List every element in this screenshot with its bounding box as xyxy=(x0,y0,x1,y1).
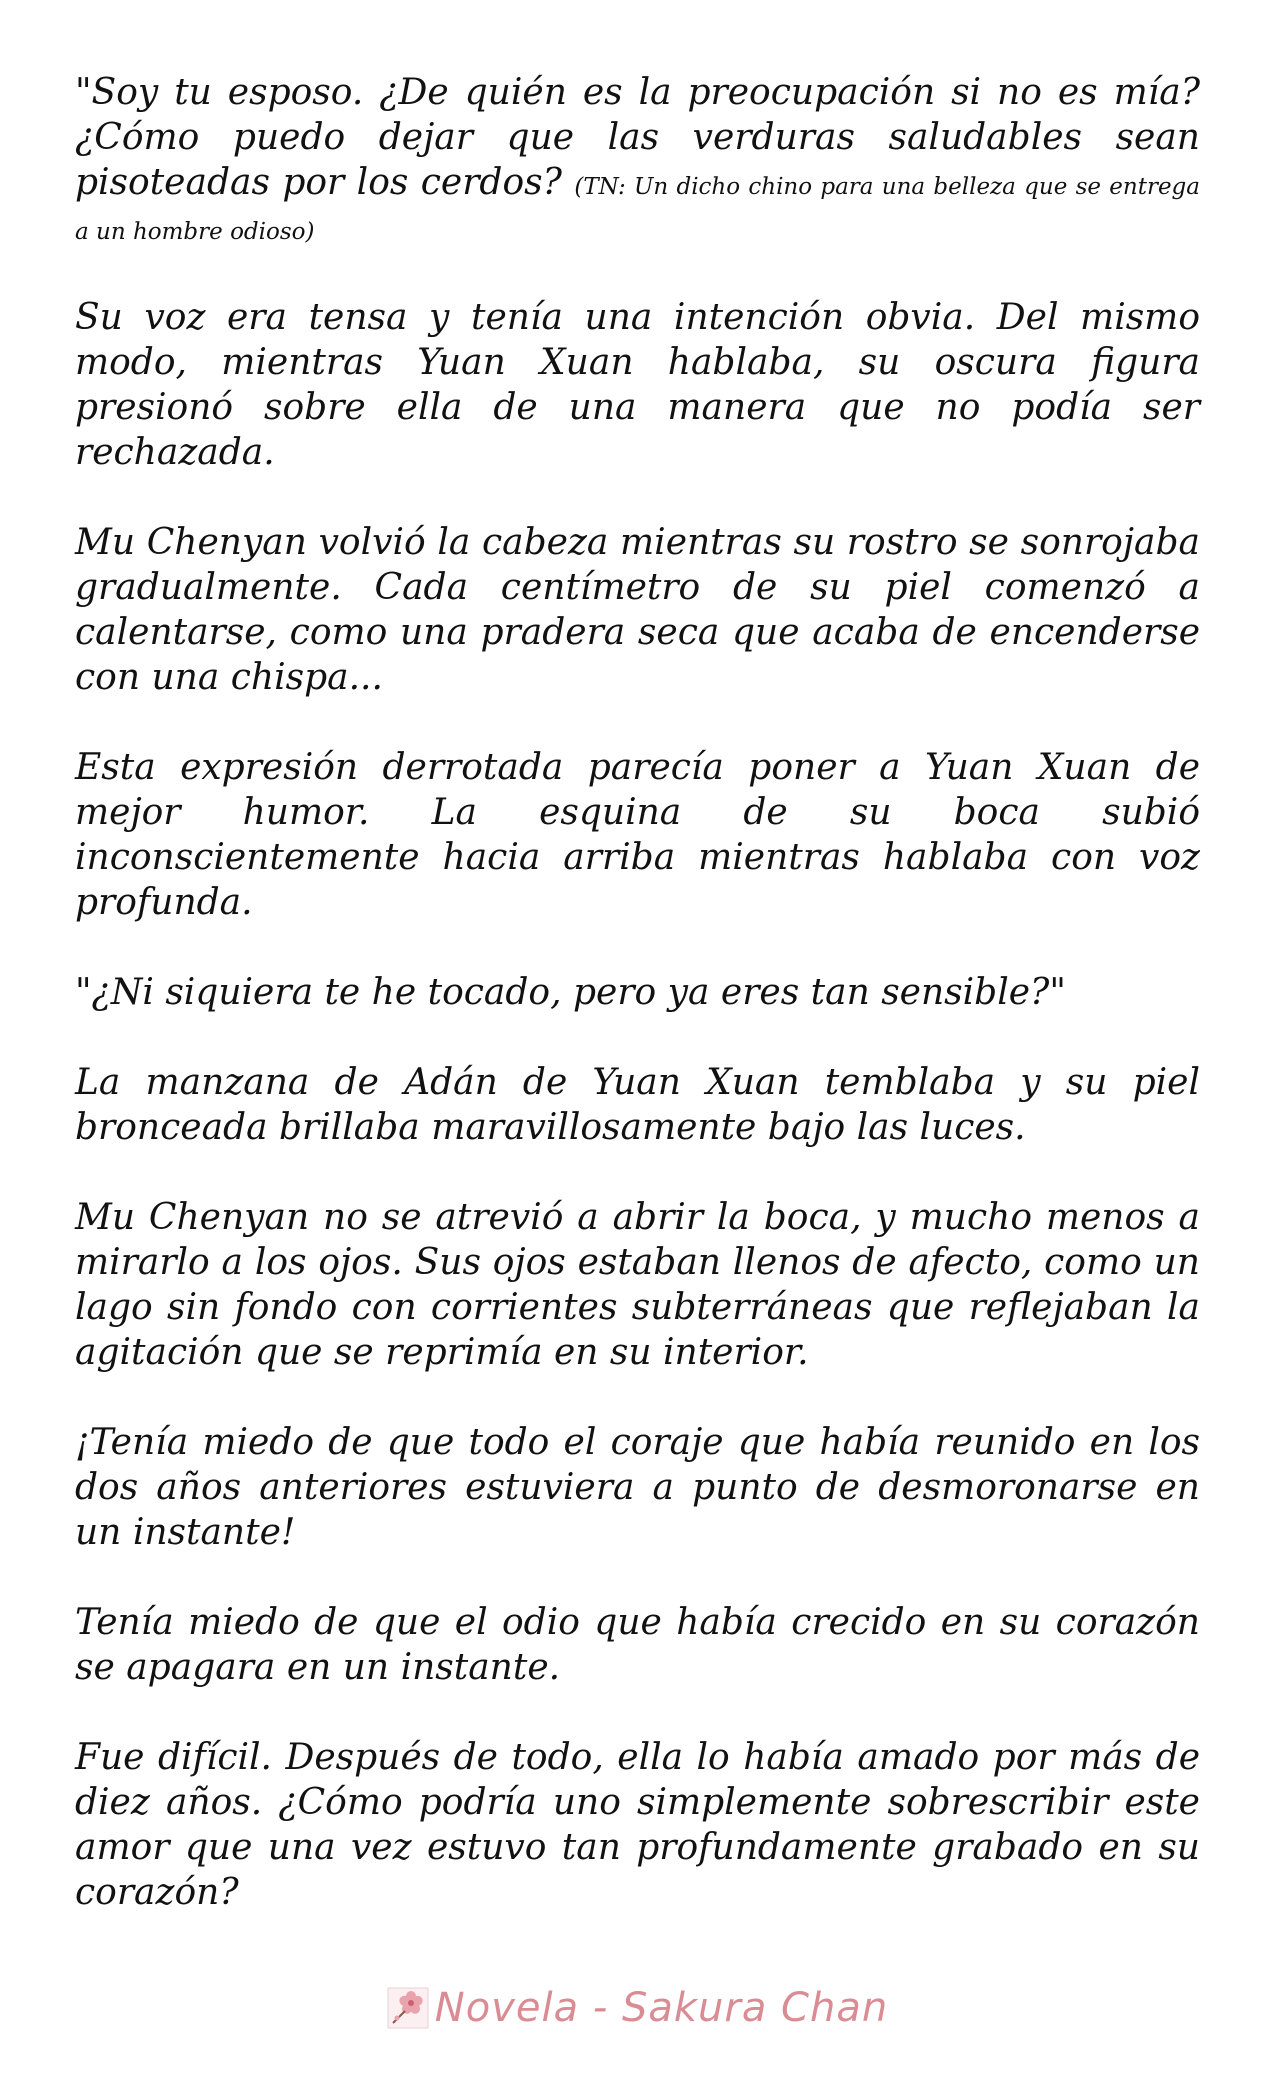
paragraph-8: ¡Tenía miedo de que todo el coraje que había reunido en los dos años anteriores estuviera a punto de desmoronarse en un instante! xyxy=(75,1422,1200,1553)
paragraph-6: La manzana de Adán de Yuan Xuan temblaba y su piel bronceada brillaba maravillosamente bajo las luces. xyxy=(75,1062,1200,1148)
footer-label: Novela - Sakura Chan xyxy=(434,1985,889,2031)
paragraph-10: Fue difícil. Después de todo, ella lo había amado por más de diez años. ¿Cómo podría uno simplemente sobrescribir este amor que una vez estuvo tan profundamente grabado en su corazón? xyxy=(75,1737,1200,1913)
paragraph-3: Mu Chenyan volvió la cabeza mientras su rostro se sonrojaba gradualmente. Cada centímetro de su piel comenzó a calentarse, como una pradera seca que acaba de encenderse con una chispa... xyxy=(75,522,1200,698)
paragraph-5: "¿Ni siquiera te he tocado, pero ya eres tan sensible?" xyxy=(75,972,1066,1013)
paragraph-1 xyxy=(75,70,1200,250)
paragraph-1-text: "Soy tu esposo. ¿De quién es la preocupación si no es mía? ¿Cómo puedo dejar que las verduras saludables sean pisoteadas por los cerdos? xyxy=(75,72,1200,203)
paragraph-2: Su voz era tensa y tenía una intención obvia. Del mismo modo, mientras Yuan Xuan hablaba, su oscura figura presionó sobre ella de una manera que no podía ser rechazada. xyxy=(75,297,1200,473)
paragraph-7: Mu Chenyan no se atrevió a abrir la boca, y mucho menos a mirarlo a los ojos. Sus ojos estaban llenos de afecto, como un lago sin fondo con corrientes subterráneas que reflejaban la agitación que se reprimía en su interior. xyxy=(75,1197,1200,1373)
paragraph-4: Esta expresión derrotada parecía poner a Yuan Xuan de mejor humor. La esquina de su boca subió inconscientemente hacia arriba mientras hablaba con voz profunda. xyxy=(75,747,1200,923)
watermark-footer xyxy=(0,1978,1275,2038)
document-body xyxy=(75,70,1200,1960)
paragraph-9: Tenía miedo de que el odio que había crecido en su corazón se apagara en un instante. xyxy=(75,1602,1200,1688)
sakura-blossom-icon xyxy=(387,1987,429,2029)
translator-note: (TN: Un dicho chino para una belleza que se entrega a un hombre odioso) xyxy=(75,174,1200,245)
